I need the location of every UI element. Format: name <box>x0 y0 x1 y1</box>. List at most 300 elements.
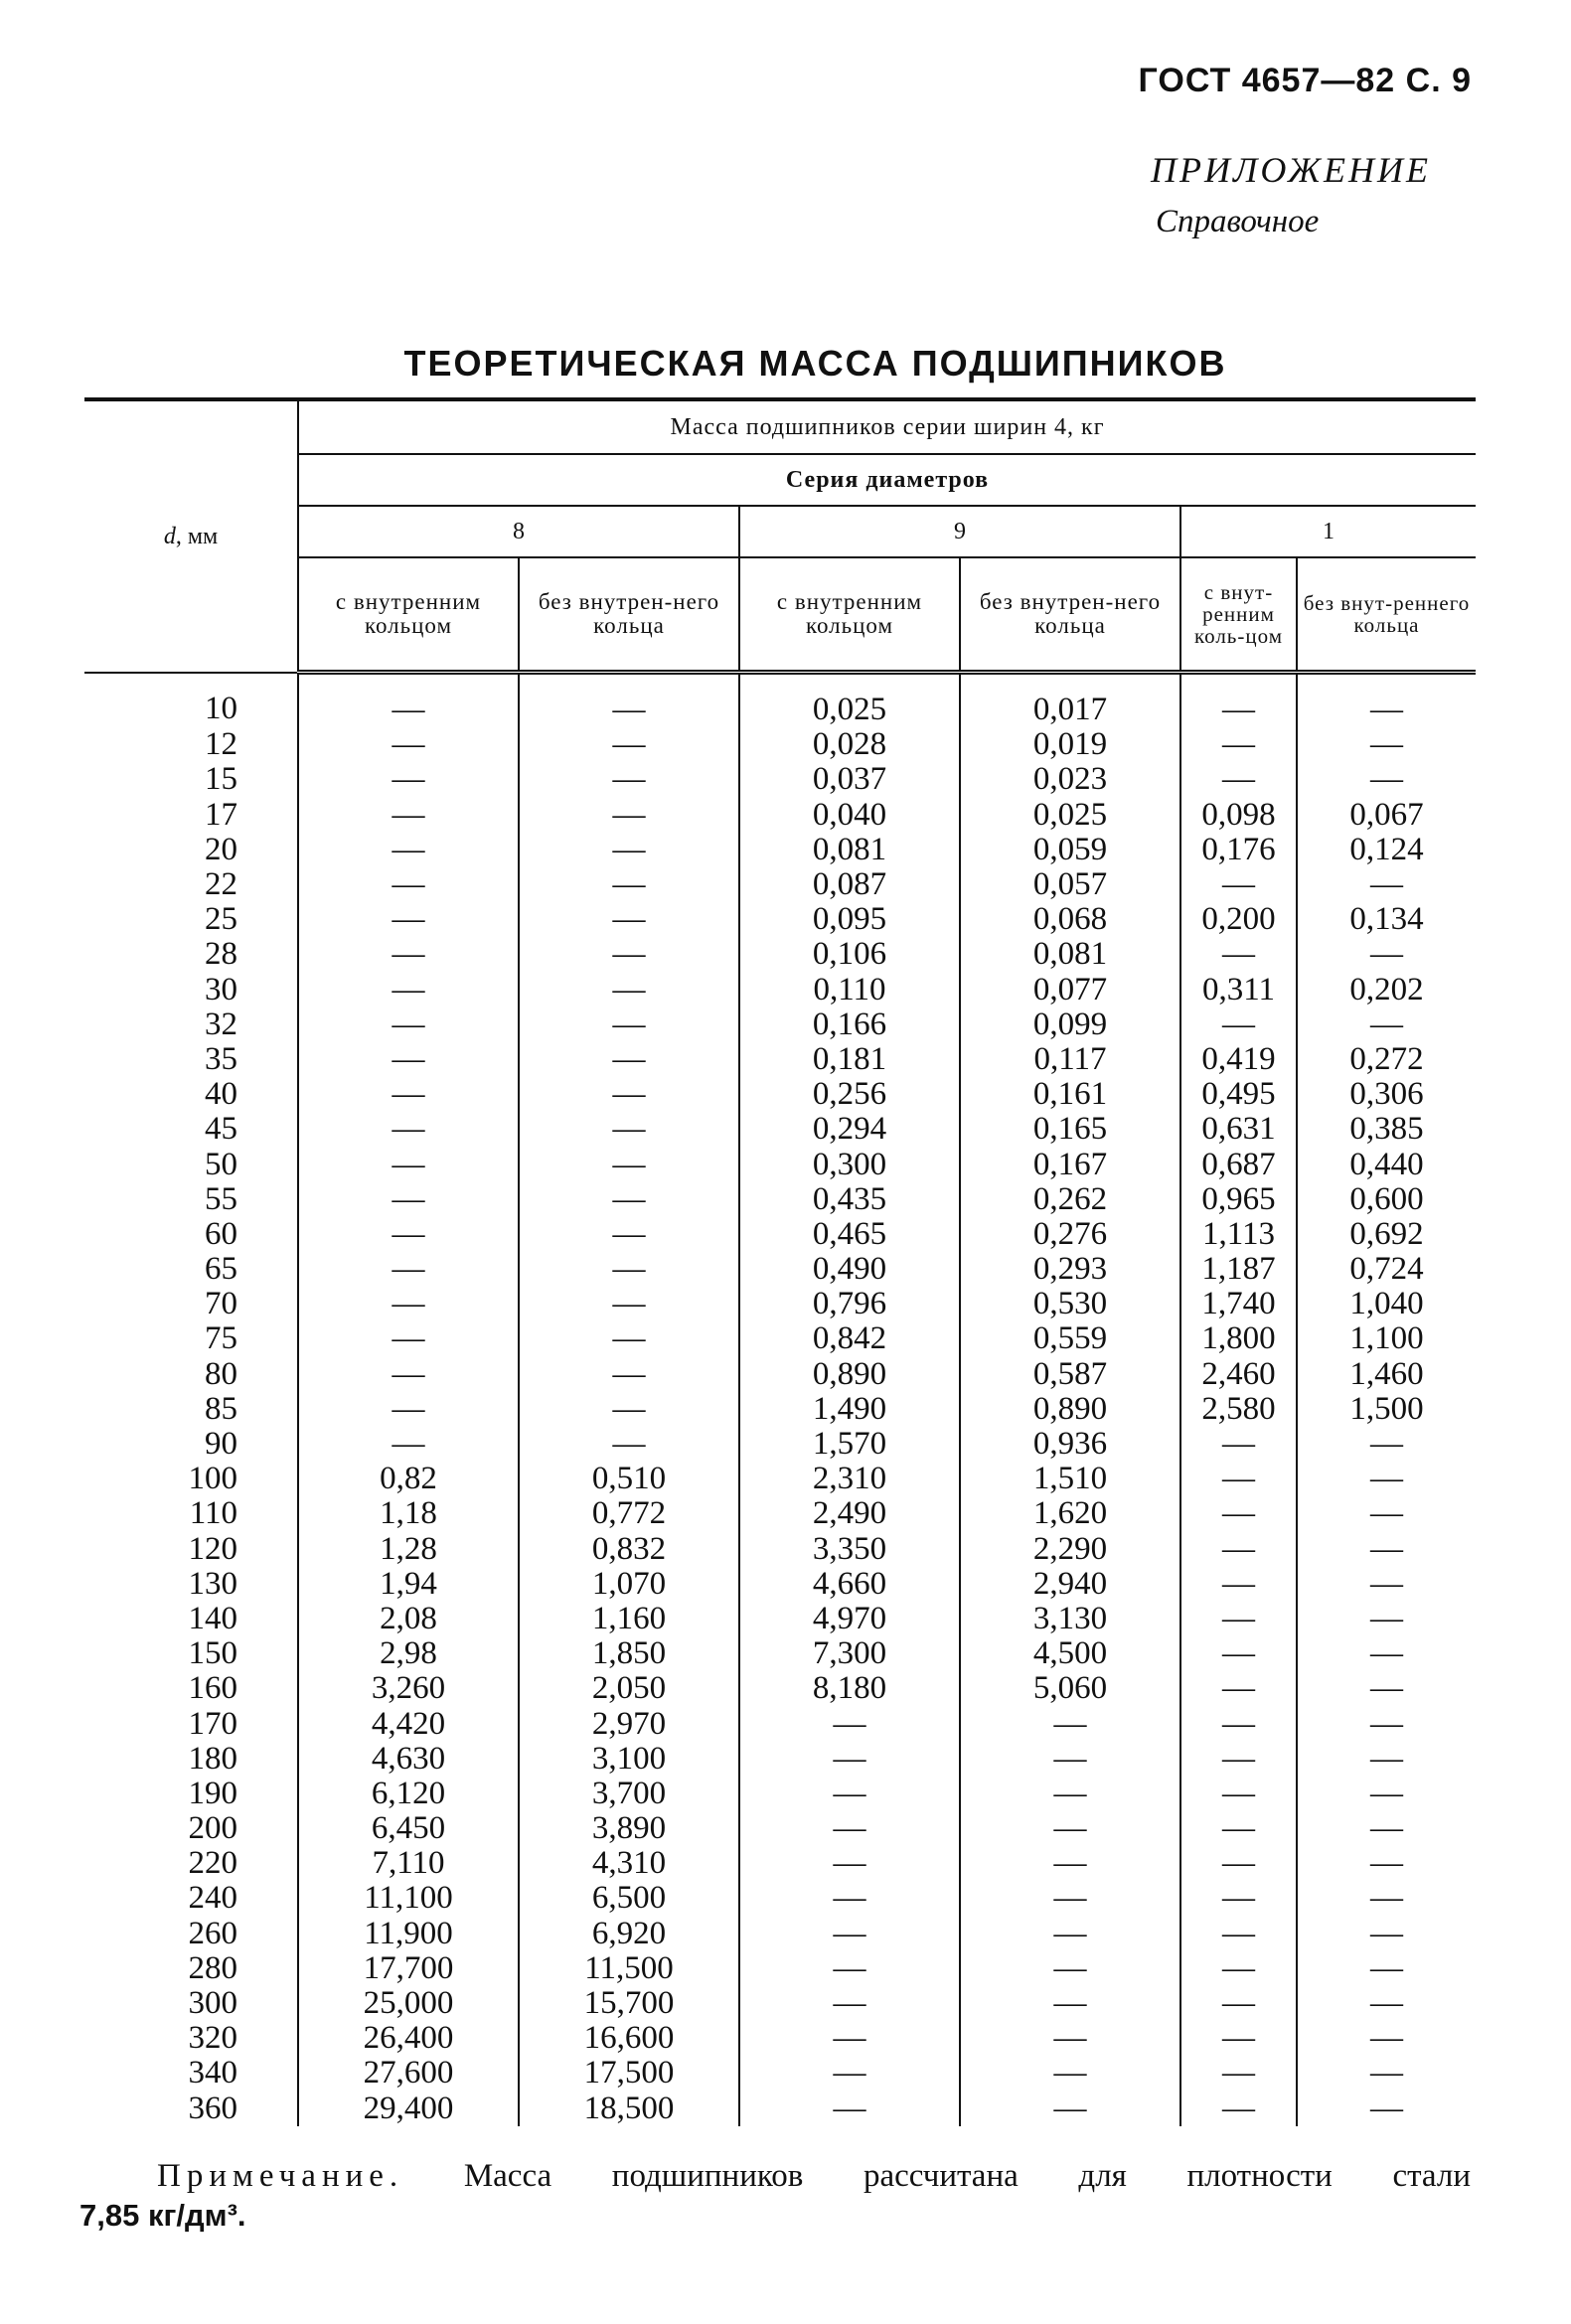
mass-cell: 0,559 <box>960 1321 1180 1356</box>
with-ring-short-header: с внут-ренним коль-цом <box>1180 557 1297 673</box>
mass-cell: — <box>519 937 739 972</box>
mass-cell: — <box>1180 2056 1297 2091</box>
mass-cell: 15,700 <box>519 1986 739 2021</box>
mass-cell: 0,202 <box>1297 973 1476 1007</box>
mass-cell: 0,306 <box>1297 1077 1476 1112</box>
mass-cell: — <box>1297 1462 1476 1496</box>
without-ring-header: без внутрен-него кольца <box>960 557 1180 673</box>
mass-cell: 0,025 <box>960 798 1180 833</box>
mass-cell: — <box>298 937 519 972</box>
mass-cell: 0,440 <box>1297 1147 1476 1181</box>
mass-cell: 1,18 <box>298 1496 519 1531</box>
mass-cell: — <box>1180 1567 1297 1602</box>
d-value: 180 <box>188 1740 237 1777</box>
mass-cell: — <box>1297 727 1476 762</box>
mass-cell: — <box>1180 867 1297 902</box>
mass-cell: 3,700 <box>519 1777 739 1811</box>
table-row <box>84 833 1476 867</box>
mass-cell: 0,300 <box>739 1147 960 1181</box>
mass-cell: — <box>960 1742 1180 1777</box>
mass-cell: 1,490 <box>739 1392 960 1427</box>
table-row <box>84 1112 1476 1147</box>
mass-cell: 0,095 <box>739 902 960 937</box>
mass-cell: 1,160 <box>519 1602 739 1636</box>
d-value: 45 <box>205 1111 237 1148</box>
mass-cell: 6,120 <box>298 1777 519 1811</box>
table-row <box>84 1777 1476 1811</box>
mass-cell: — <box>519 1077 739 1112</box>
mass-cell: 0,772 <box>519 1496 739 1531</box>
with-ring-header: с внутренним кольцом <box>298 557 519 673</box>
mass-cell: 4,500 <box>960 1636 1180 1671</box>
table-row <box>84 1671 1476 1706</box>
d-value: 100 <box>188 1461 237 1497</box>
d-value: 90 <box>205 1426 237 1463</box>
table-row <box>84 1636 1476 1671</box>
appendix-subtitle: Справочное <box>1156 204 1320 239</box>
mass-cell: 1,28 <box>298 1532 519 1567</box>
table-row <box>84 762 1476 797</box>
mass-cell: 0,832 <box>519 1532 739 1567</box>
d-value: 55 <box>205 1180 237 1217</box>
mass-cell: — <box>739 1917 960 1951</box>
d-value: 22 <box>205 866 237 903</box>
series-9-header: 9 <box>739 506 1180 557</box>
mass-cell: — <box>1297 1636 1476 1671</box>
mass-cell: 1,187 <box>1180 1252 1297 1287</box>
mass-cell: 1,510 <box>960 1462 1180 1496</box>
mass-cell: 1,570 <box>739 1427 960 1462</box>
mass-cell: 0,040 <box>739 798 960 833</box>
mass-cell: 0,600 <box>1297 1182 1476 1217</box>
bearing-mass-table <box>84 397 1476 2126</box>
mass-cell: 0,059 <box>960 833 1180 867</box>
mass-cell: — <box>298 1392 519 1427</box>
d-value: 150 <box>188 1635 237 1672</box>
mass-cell: 1,620 <box>960 1496 1180 1531</box>
mass-cell: — <box>1180 1811 1297 1846</box>
mass-cell: — <box>519 1042 739 1077</box>
mass-cell: — <box>1297 673 1476 728</box>
mass-cell: 4,970 <box>739 1602 960 1636</box>
mass-cell: — <box>1297 1706 1476 1741</box>
d-value: 130 <box>188 1565 237 1602</box>
mass-cell: 1,460 <box>1297 1357 1476 1392</box>
d-value: 240 <box>188 1880 237 1917</box>
mass-cell: — <box>519 1427 739 1462</box>
mass-cell: — <box>298 1182 519 1217</box>
mass-cell: 0,165 <box>960 1112 1180 1147</box>
table-row <box>84 1496 1476 1531</box>
mass-cell: 0,687 <box>1180 1147 1297 1181</box>
mass-cell: 1,040 <box>1297 1287 1476 1321</box>
mass-cell: 4,630 <box>298 1742 519 1777</box>
mass-cell: 0,181 <box>739 1042 960 1077</box>
table-row <box>84 867 1476 902</box>
mass-cell: 0,106 <box>739 937 960 972</box>
mass-cell: 0,081 <box>739 833 960 867</box>
mass-cell: 7,300 <box>739 1636 960 1671</box>
mass-cell: — <box>1297 1777 1476 1811</box>
table-row <box>84 1986 1476 2021</box>
d-value: 340 <box>188 2055 237 2092</box>
mass-cell: 0,087 <box>739 867 960 902</box>
mass-cell: 0,724 <box>1297 1252 1476 1287</box>
mass-cell: — <box>1180 1671 1297 1706</box>
standard-header: ГОСТ 4657—82 С. 9 <box>1138 62 1472 99</box>
mass-cell: — <box>960 1881 1180 1916</box>
mass-cell: — <box>298 833 519 867</box>
mass-cell: 26,400 <box>298 2021 519 2056</box>
d-value: 60 <box>205 1215 237 1252</box>
mass-cell: 0,530 <box>960 1287 1180 1321</box>
d-value: 28 <box>205 936 237 973</box>
mass-cell: — <box>1180 1742 1297 1777</box>
mass-cell: 2,940 <box>960 1567 1180 1602</box>
table-row <box>84 902 1476 937</box>
mass-cell: — <box>1180 1427 1297 1462</box>
mass-cell: — <box>519 1392 739 1427</box>
mass-cell: 0,200 <box>1180 902 1297 937</box>
appendix-title: ПРИЛОЖЕНИЕ <box>1151 150 1431 190</box>
with-ring-header: с внутренним кольцом <box>739 557 960 673</box>
mass-cell: 0,166 <box>739 1007 960 1042</box>
d-value: 20 <box>205 831 237 867</box>
mass-cell: 18,500 <box>519 2092 739 2126</box>
d-value: 35 <box>205 1040 237 1077</box>
mass-cell: 0,067 <box>1297 798 1476 833</box>
table-row <box>84 1462 1476 1496</box>
mass-cell: — <box>1297 762 1476 797</box>
table-row <box>84 1392 1476 1427</box>
mass-cell: 0,294 <box>739 1112 960 1147</box>
table-row <box>84 1252 1476 1287</box>
mass-cell: — <box>739 1811 960 1846</box>
table-row <box>84 673 1476 728</box>
mass-cell: — <box>1297 1742 1476 1777</box>
d-value: 40 <box>205 1076 237 1113</box>
mass-cell: 0,936 <box>960 1427 1180 1462</box>
table-row <box>84 1602 1476 1636</box>
mass-cell: 0,134 <box>1297 902 1476 937</box>
mass-cell: 3,350 <box>739 1532 960 1567</box>
mass-cell: 0,465 <box>739 1217 960 1252</box>
mass-cell: 0,077 <box>960 973 1180 1007</box>
mass-cell: — <box>519 1321 739 1356</box>
table-row <box>84 1287 1476 1321</box>
mass-cell: — <box>1180 1007 1297 1042</box>
table-row <box>84 2092 1476 2126</box>
mass-cell: 0,081 <box>960 937 1180 972</box>
mass-cell: 0,110 <box>739 973 960 1007</box>
mass-cell: — <box>298 1217 519 1252</box>
table-row <box>84 1357 1476 1392</box>
mass-cell: — <box>1297 1427 1476 1462</box>
mass-cell: — <box>298 1077 519 1112</box>
mass-cell: — <box>1180 1636 1297 1671</box>
table-row <box>84 1917 1476 1951</box>
mass-cell: — <box>1180 1881 1297 1916</box>
mass-cell: 0,82 <box>298 1462 519 1496</box>
table-row <box>84 798 1476 833</box>
mass-cell: 7,110 <box>298 1846 519 1881</box>
mass-cell: 0,796 <box>739 1287 960 1321</box>
mass-cell: 0,161 <box>960 1077 1180 1112</box>
mass-cell: — <box>1297 1951 1476 1986</box>
mass-cell: — <box>298 902 519 937</box>
mass-cell: — <box>1180 1777 1297 1811</box>
table-row <box>84 1811 1476 1846</box>
mass-cell: — <box>1180 762 1297 797</box>
table-row <box>84 727 1476 762</box>
mass-cell: — <box>960 1917 1180 1951</box>
mass-cell: — <box>739 2056 960 2091</box>
mass-cell: — <box>298 1357 519 1392</box>
mass-cell: 1,850 <box>519 1636 739 1671</box>
mass-cell: 4,310 <box>519 1846 739 1881</box>
mass-cell: — <box>960 1846 1180 1881</box>
table-row <box>84 937 1476 972</box>
table-row <box>84 1217 1476 1252</box>
mass-cell: 2,050 <box>519 1671 739 1706</box>
mass-cell: — <box>519 1252 739 1287</box>
mass-cell: 0,019 <box>960 727 1180 762</box>
mass-cell: — <box>739 1742 960 1777</box>
mass-cell: 8,180 <box>739 1671 960 1706</box>
mass-cell: — <box>1297 1846 1476 1881</box>
mass-cell: — <box>739 1951 960 1986</box>
mass-cell: — <box>1180 1917 1297 1951</box>
mass-cell: 0,124 <box>1297 833 1476 867</box>
d-value: 360 <box>188 2090 237 2126</box>
d-value: 30 <box>205 971 237 1007</box>
d-column-header <box>84 399 298 673</box>
mass-cell: 0,117 <box>960 1042 1180 1077</box>
mass-cell: — <box>1297 937 1476 972</box>
d-unit: , мм <box>175 523 219 549</box>
mass-cell: — <box>1180 2092 1297 2126</box>
mass-cell: 0,890 <box>739 1357 960 1392</box>
mass-cell: — <box>960 1811 1180 1846</box>
mass-cell: — <box>960 1777 1180 1811</box>
d-value: 190 <box>188 1775 237 1811</box>
mass-cell: 0,385 <box>1297 1112 1476 1147</box>
mass-cell: 0,023 <box>960 762 1180 797</box>
mass-cell: — <box>298 798 519 833</box>
mass-cell: 4,660 <box>739 1567 960 1602</box>
mass-cell: — <box>1297 2021 1476 2056</box>
mass-cell: — <box>519 1287 739 1321</box>
mass-cell: — <box>519 762 739 797</box>
mass-cell: — <box>1180 1951 1297 1986</box>
mass-cell: — <box>519 1357 739 1392</box>
table-row <box>84 1427 1476 1462</box>
mass-cell: 0,311 <box>1180 973 1297 1007</box>
mass-cell: 0,490 <box>739 1252 960 1287</box>
mass-cell: — <box>298 727 519 762</box>
mass-cell: — <box>739 2092 960 2126</box>
mass-cell: — <box>1297 1496 1476 1531</box>
mass-cell: — <box>1297 1986 1476 2021</box>
mass-header: Масса подшипников серии ширин 4, кг <box>298 399 1476 454</box>
d-value: 50 <box>205 1146 237 1182</box>
table-body <box>84 673 1476 2126</box>
mass-cell: 0,890 <box>960 1392 1180 1427</box>
mass-cell: — <box>298 1252 519 1287</box>
mass-cell: — <box>1180 2021 1297 2056</box>
mass-cell: 25,000 <box>298 1986 519 2021</box>
mass-cell: 1,94 <box>298 1567 519 1602</box>
d-value: 300 <box>188 1985 237 2022</box>
mass-cell: 2,310 <box>739 1462 960 1496</box>
mass-cell: 3,130 <box>960 1602 1180 1636</box>
mass-cell: — <box>1297 2056 1476 2091</box>
mass-cell: 0,017 <box>960 673 1180 728</box>
mass-cell: — <box>739 1986 960 2021</box>
d-value: 110 <box>189 1495 237 1532</box>
mass-cell: 4,420 <box>298 1706 519 1741</box>
mass-cell: — <box>1180 1462 1297 1496</box>
mass-cell: 0,435 <box>739 1182 960 1217</box>
table-title: ТЕОРЕТИЧЕСКАЯ МАССА ПОДШИПНИКОВ <box>403 343 1227 384</box>
mass-cell: — <box>519 867 739 902</box>
mass-cell: — <box>298 673 519 728</box>
mass-cell: 0,587 <box>960 1357 1180 1392</box>
table-row <box>84 1077 1476 1112</box>
mass-cell: 0,276 <box>960 1217 1180 1252</box>
mass-cell: 11,900 <box>298 1917 519 1951</box>
mass-cell: — <box>1297 1917 1476 1951</box>
mass-cell: — <box>1297 1567 1476 1602</box>
mass-cell: 11,100 <box>298 1881 519 1916</box>
mass-cell: — <box>1180 1532 1297 1567</box>
mass-cell: 0,167 <box>960 1147 1180 1181</box>
footnote-word: Масса <box>463 2158 552 2194</box>
diameter-series-header: Серия диаметров <box>298 454 1476 506</box>
mass-cell: — <box>298 1112 519 1147</box>
mass-cell: — <box>960 2092 1180 2126</box>
mass-cell: — <box>1297 1007 1476 1042</box>
mass-cell: 0,272 <box>1297 1042 1476 1077</box>
d-value: 140 <box>188 1600 237 1636</box>
mass-cell: — <box>519 973 739 1007</box>
table-row <box>84 1007 1476 1042</box>
d-value: 80 <box>205 1355 237 1392</box>
mass-cell: 17,700 <box>298 1951 519 1986</box>
mass-cell: 0,099 <box>960 1007 1180 1042</box>
mass-cell: 2,290 <box>960 1532 1180 1567</box>
mass-cell: — <box>519 1182 739 1217</box>
footnote-word: подшипников <box>611 2158 804 2194</box>
table-row <box>84 1951 1476 1986</box>
table-row <box>84 2056 1476 2091</box>
table-row <box>84 1706 1476 1741</box>
mass-cell: — <box>739 2021 960 2056</box>
d-value: 15 <box>205 761 237 798</box>
series-8-header: 8 <box>298 506 739 557</box>
mass-cell: — <box>1180 1846 1297 1881</box>
without-ring-header: без внутрен-него кольца <box>519 557 739 673</box>
footnote-line-2: 7,85 кг/дм³. <box>79 2198 246 2233</box>
mass-cell: — <box>298 973 519 1007</box>
mass-cell: 2,08 <box>298 1602 519 1636</box>
d-value: 12 <box>205 726 237 763</box>
mass-cell: — <box>739 1777 960 1811</box>
mass-cell: 0,068 <box>960 902 1180 937</box>
series-1-header: 1 <box>1180 506 1476 557</box>
mass-cell: — <box>298 1147 519 1181</box>
mass-cell: — <box>1297 1532 1476 1567</box>
d-value: 32 <box>205 1006 237 1042</box>
mass-cell: 1,100 <box>1297 1321 1476 1356</box>
mass-cell: — <box>519 902 739 937</box>
mass-cell: 0,419 <box>1180 1042 1297 1077</box>
d-symbol: d <box>163 523 176 549</box>
mass-cell: 0,057 <box>960 867 1180 902</box>
mass-cell: 0,256 <box>739 1077 960 1112</box>
mass-cell: — <box>1297 1811 1476 1846</box>
mass-cell: 3,260 <box>298 1671 519 1706</box>
mass-cell: 1,113 <box>1180 1217 1297 1252</box>
table-row <box>84 1567 1476 1602</box>
mass-cell: 0,842 <box>739 1321 960 1356</box>
mass-cell: — <box>298 867 519 902</box>
table-row <box>84 1532 1476 1567</box>
mass-cell: — <box>519 798 739 833</box>
d-value: 10 <box>205 691 237 727</box>
mass-cell: 0,965 <box>1180 1182 1297 1217</box>
mass-cell: 0,262 <box>960 1182 1180 1217</box>
mass-cell: — <box>519 833 739 867</box>
d-value: 65 <box>205 1251 237 1288</box>
footnote-label: Примечание. <box>157 2158 404 2194</box>
mass-cell: — <box>298 1287 519 1321</box>
mass-cell: 2,580 <box>1180 1392 1297 1427</box>
mass-cell: 2,490 <box>739 1496 960 1531</box>
mass-cell: — <box>1180 1706 1297 1741</box>
mass-cell: 27,600 <box>298 2056 519 2091</box>
mass-cell: — <box>1180 1986 1297 2021</box>
mass-cell: — <box>960 2021 1180 2056</box>
mass-cell: 0,495 <box>1180 1077 1297 1112</box>
mass-cell: — <box>298 1042 519 1077</box>
mass-cell: 16,600 <box>519 2021 739 2056</box>
mass-cell: — <box>519 1112 739 1147</box>
mass-cell: 3,890 <box>519 1811 739 1846</box>
table-row <box>84 1042 1476 1077</box>
table-row <box>84 973 1476 1007</box>
d-value: 260 <box>188 1915 237 1951</box>
mass-cell: 3,100 <box>519 1742 739 1777</box>
mass-cell: — <box>519 1147 739 1181</box>
d-value: 120 <box>188 1530 237 1567</box>
mass-cell: — <box>960 1951 1180 1986</box>
mass-cell: — <box>1297 1671 1476 1706</box>
table-row <box>84 1182 1476 1217</box>
mass-cell: — <box>960 2056 1180 2091</box>
mass-cell: — <box>1180 1496 1297 1531</box>
footnote-word: стали <box>1392 2158 1471 2194</box>
mass-cell: 6,450 <box>298 1811 519 1846</box>
mass-cell: 2,460 <box>1180 1357 1297 1392</box>
table-row <box>84 1742 1476 1777</box>
mass-cell: 0,631 <box>1180 1112 1297 1147</box>
mass-cell: 1,070 <box>519 1567 739 1602</box>
footnote-word: для <box>1078 2158 1127 2194</box>
mass-cell: 1,740 <box>1180 1287 1297 1321</box>
mass-cell: — <box>519 673 739 728</box>
mass-cell: — <box>298 1321 519 1356</box>
